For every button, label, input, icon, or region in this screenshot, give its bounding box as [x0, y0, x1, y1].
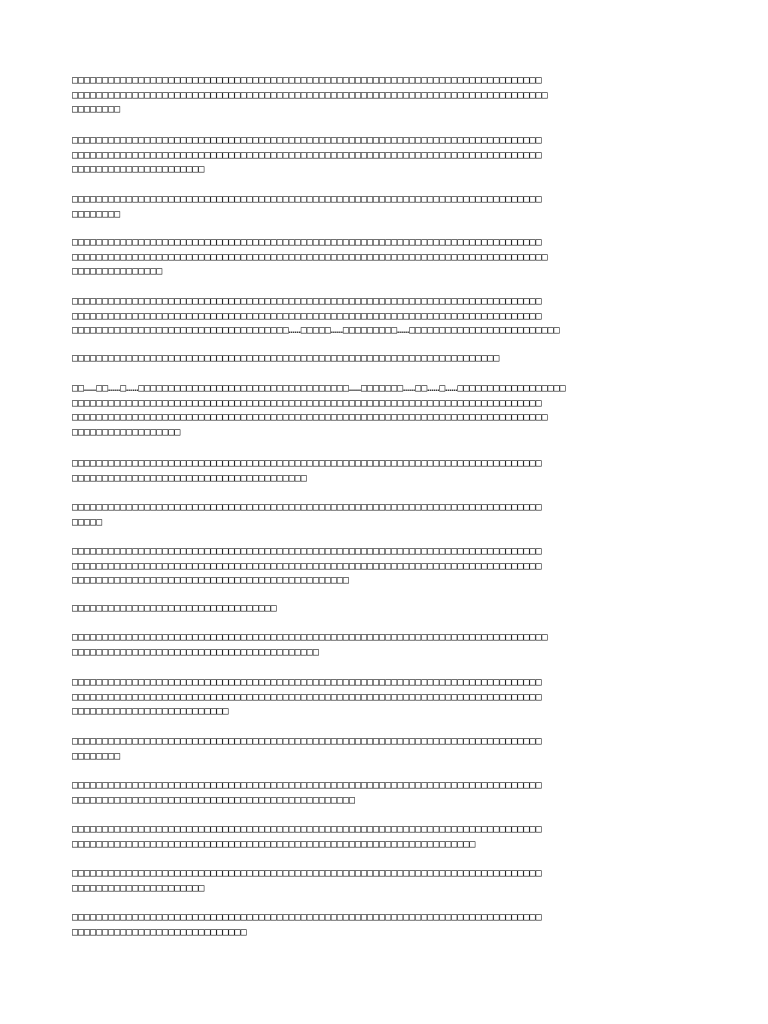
paragraph: □□□□□□□□□□□□□□□□□□□□□□□□□□□□□□□□□□□□□□□□□□□□□□□□□□□□□□□□□□□□□□□□□□□□□□□□□□□□□□ □□□□□□□□□□□□□□□□□□□□□□□□□□□□□ — [72, 912, 542, 938]
paragraph: □□□□□□□□□□□□□□□□□□□□□□□□□□□□□□□□□□□□□□□□□□□□□□□□□□□□□□□□□□□□□□□□□□□□□□□□□□□□□□ □□□□□□□□□□□□□□□□□□□□□□□□□□□□□□□□□□□□□□□ — [72, 458, 542, 484]
paragraph: □□□□□□□□□□□□□□□□□□□□□□□□□□□□□□□□□□□□□□□□□□□□□□□□□□□□□□□□□□□□□□□□□□□□□□□□□□□□□□ □□□□□□□□□□□□□□□□□□□□□□□□□□□□□□□□□□□□□□□□□□□□□□□□□□□□□□□□□□□□□□□□□□□□□□□□□□□□□□ □□□□□□□□□□□□□□□□□□□□□□□□□□□□□□□□□□□□……□□□□□……□□□□□□□□□……□□□□□□□□□□□□□□□□□□□□□□□□□ — [72, 296, 560, 336]
paragraph: □□□□□□□□□□□□□□□□□□□□□□□□□□□□□□□□□□□□□□□□□□□□□□□□□□□□□□□□□□□□□□□□□□□□□□□□□□□□□□ □□□□□□□□□□□□□□□□□□□□□□□□□□□□□□□□□□□□□□□□□□□□□□□□□□□□□□□□□□□□□□□□□□□□□□□□□□□□□□ □□□□□□□□□□□□□□□□□□□□□□□□□□□□□□□□□□□□□□□□□□□□□□ — [72, 546, 542, 586]
paragraph: □□□□□□□□□□□□□□□□□□□□□□□□□□□□□□□□□□ — [72, 603, 277, 614]
paragraph: □□□□□□□□□□□□□□□□□□□□□□□□□□□□□□□□□□□□□□□□□□□□□□□□□□□□□□□□□□□□□□□□□□□□□□□ — [72, 353, 500, 364]
paragraph: □□□□□□□□□□□□□□□□□□□□□□□□□□□□□□□□□□□□□□□□□□□□□□□□□□□□□□□□□□□□□□□□□□□□□□□□□□□□□□ □□□□□□□□□□□□□□□□□□□□□□□□□□□□□□□□□□□□□□□□□□□□□□□□□□□□□□□□□□□□□□□□□□□□□□□□□□□□□□ □□□□□□□□□□□□□□□□□□□□□□□□□□ — [72, 677, 542, 717]
paragraph: □□□□□□□□□□□□□□□□□□□□□□□□□□□□□□□□□□□□□□□□□□□□□□□□□□□□□□□□□□□□□□□□□□□□□□□□□□□□□□ □□□□□□□□□□□□□□□□□□□□□□□□□□□□□□□□□□□□□□□□□□□□□□□□□□□□□□□□□□□□□□□□□□□□□□□□□□□□□□□ □□□□□□□□□□□□□□□ — [72, 237, 548, 277]
paragraph: □□□□□□□□□□□□□□□□□□□□□□□□□□□□□□□□□□□□□□□□□□□□□□□□□□□□□□□□□□□□□□□□□□□□□□□□□□□□□□ □□□□□□□□□□□□□□□□□□□□□□□□□□□□□□□□□□□□□□□□□□□□□□□ — [72, 780, 542, 806]
paragraph: □□□□□□□□□□□□□□□□□□□□□□□□□□□□□□□□□□□□□□□□□□□□□□□□□□□□□□□□□□□□□□□□□□□□□□□□□□□□□□ □□□□□□□□ — [72, 194, 542, 220]
paragraph: □□□□□□□□□□□□□□□□□□□□□□□□□□□□□□□□□□□□□□□□□□□□□□□□□□□□□□□□□□□□□□□□□□□□□□□□□□□□□□ □□□□□□□□□□□□□□□□□□□□□□ — [72, 868, 542, 894]
paragraph: □□□□□□□□□□□□□□□□□□□□□□□□□□□□□□□□□□□□□□□□□□□□□□□□□□□□□□□□□□□□□□□□□□□□□□□□□□□□□□□ □□□□□□□□□□□□□□□□□□□□□□□□□□□□□□□□□□□□□□□□□ — [72, 632, 548, 658]
paragraph: □□□□□□□□□□□□□□□□□□□□□□□□□□□□□□□□□□□□□□□□□□□□□□□□□□□□□□□□□□□□□□□□□□□□□□□□□□□□□□ □□□□□□□□□□□□□□□□□□□□□□□□□□□□□□□□□□□□□□□□□□□□□□□□□□□□□□□□□□□□□□□□□□□ — [72, 824, 542, 850]
paragraph: □□□□□□□□□□□□□□□□□□□□□□□□□□□□□□□□□□□□□□□□□□□□□□□□□□□□□□□□□□□□□□□□□□□□□□□□□□□□□□ □□□□□ — [72, 502, 542, 528]
paragraph: □□□□□□□□□□□□□□□□□□□□□□□□□□□□□□□□□□□□□□□□□□□□□□□□□□□□□□□□□□□□□□□□□□□□□□□□□□□□□□ □□□□□□□□ — [72, 736, 542, 762]
paragraph: □□……□□……□……□□□□□□□□□□□□□□□□□□□□□□□□□□□□□□□□□□□……□□□□□□□……□□……□……□□□□□□□□□□□□□□□□□□ □□□□□□□□□□□□□□□□□□□□□□□□□□□□□□□□□□□□□□□□□□□□□□□□□□□□□□□□□□□□□□□□□□□□□□□□□□□□□□ □□□□□□□□□□□□□□□□□□□□□□□□□□□□□□□□□□□□□□□□□□□□□□□□□□□□□□□□□□□□□□□□□□□□□□□□□□□□□□□ □□□□□□□□□□□□□□□□□□ — [72, 383, 566, 438]
paragraph: □□□□□□□□□□□□□□□□□□□□□□□□□□□□□□□□□□□□□□□□□□□□□□□□□□□□□□□□□□□□□□□□□□□□□□□□□□□□□□ □□□□□□□□□□□□□□□□□□□□□□□□□□□□□□□□□□□□□□□□□□□□□□□□□□□□□□□□□□□□□□□□□□□□□□□□□□□□□□ □□□□□□□□□□□□□□□□□□□□□□ — [72, 135, 542, 175]
paragraph: □□□□□□□□□□□□□□□□□□□□□□□□□□□□□□□□□□□□□□□□□□□□□□□□□□□□□□□□□□□□□□□□□□□□□□□□□□□□□□ □□□□□□□□□□□□□□□□□□□□□□□□□□□□□□□□□□□□□□□□□□□□□□□□□□□□□□□□□□□□□□□□□□□□□□□□□□□□□□□ □□□□□□□□ — [72, 75, 548, 115]
